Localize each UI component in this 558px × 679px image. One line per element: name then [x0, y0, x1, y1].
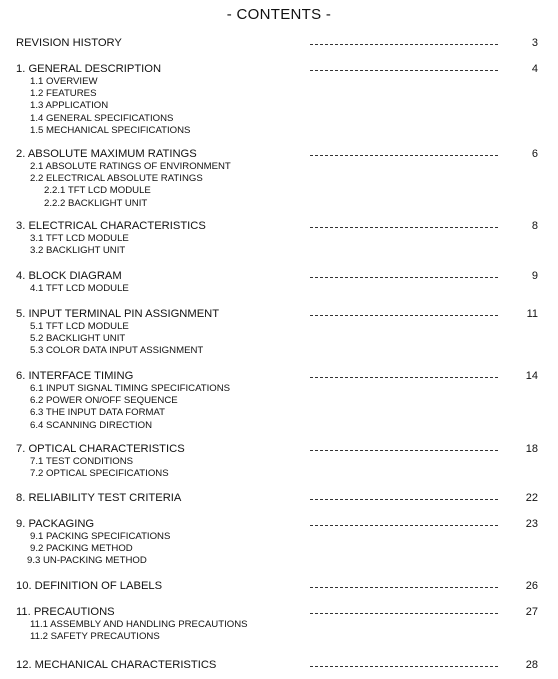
toc-subsection-title: 2.2.2 BACKLIGHT UNIT	[44, 197, 148, 209]
toc-subsection-title: 1.2 FEATURES	[30, 88, 97, 100]
toc-section-title: 6. INTERFACE TIMING	[16, 370, 134, 382]
toc-page-number: 23	[525, 518, 538, 530]
toc-subsection-title: 4.1 TFT LCD MODULE	[30, 283, 129, 294]
toc-subsection-title: 1.3 APPLICATION	[30, 100, 109, 112]
toc-subsection-title: 6.3 THE INPUT DATA FORMAT	[30, 407, 166, 419]
toc-section-title: 11. PRECAUTIONS	[16, 606, 115, 618]
toc-leader-dots	[310, 587, 498, 588]
toc-section-title: 12. MECHANICAL CHARACTERISTICS	[16, 659, 217, 671]
toc-page-number: 27	[525, 606, 538, 618]
toc-section-title: 3. ELECTRICAL CHARACTERISTICS	[16, 220, 206, 232]
toc-leader-dots	[310, 155, 498, 156]
toc-section-title: 7. OPTICAL CHARACTERISTICS	[16, 443, 185, 455]
toc-section-title: 9. PACKAGING	[16, 518, 95, 530]
toc-subsection-title: 6.1 INPUT SIGNAL TIMING SPECIFICATIONS	[30, 383, 231, 394]
toc-section-title: 1. GENERAL DESCRIPTION	[16, 63, 162, 75]
toc-page-number: 18	[525, 443, 538, 455]
toc-subsection-title: 2.2.1 TFT LCD MODULE	[44, 185, 151, 197]
toc-section-title: 5. INPUT TERMINAL PIN ASSIGNMENT	[16, 308, 220, 320]
toc-subsection-title: 5.3 COLOR DATA INPUT ASSIGNMENT	[30, 345, 204, 357]
toc-page-number: 4	[531, 63, 538, 75]
toc-subsection-title: 1.1 OVERVIEW	[30, 76, 98, 87]
toc-subsection-title: 3.1 TFT LCD MODULE	[30, 233, 129, 244]
toc-subsection-title: 2.1 ABSOLUTE RATINGS OF ENVIRONMENT	[30, 161, 231, 172]
toc-section-title: 2. ABSOLUTE MAXIMUM RATINGS	[16, 148, 197, 160]
toc-subsection-title: 9.3 UN-PACKING METHOD	[27, 555, 147, 567]
toc-leader-dots	[310, 499, 498, 500]
toc-leader-dots	[310, 613, 498, 614]
page-title: - CONTENTS -	[226, 6, 332, 23]
toc-subsection-title: 5.2 BACKLIGHT UNIT	[30, 333, 126, 345]
toc-page-number: 22	[525, 492, 538, 504]
toc-leader-dots	[310, 377, 498, 378]
toc-page-number: 28	[525, 659, 538, 671]
toc-leader-dots	[310, 70, 498, 71]
toc-subsection-title: 11.2 SAFETY PRECAUTIONS	[30, 631, 160, 643]
toc-subsection-title: 9.1 PACKING SPECIFICATIONS	[30, 531, 171, 542]
toc-page-number: 9	[531, 270, 538, 282]
toc-section-title: 8. RELIABILITY TEST CRITERIA	[16, 492, 182, 504]
toc-subsection-title: 5.1 TFT LCD MODULE	[30, 321, 129, 332]
toc-page-number: 3	[531, 37, 538, 49]
toc-section-title: REVISION HISTORY	[16, 37, 122, 49]
toc-leader-dots	[310, 44, 498, 45]
toc-leader-dots	[310, 450, 498, 451]
toc-subsection-title: 7.2 OPTICAL SPECIFICATIONS	[30, 468, 169, 480]
toc-subsection-title: 7.1 TEST CONDITIONS	[30, 456, 134, 467]
toc-subsection-title: 3.2 BACKLIGHT UNIT	[30, 245, 126, 257]
toc-page-number: 26	[525, 580, 538, 592]
toc-section-title: 10. DEFINITION OF LABELS	[16, 580, 163, 592]
toc-subsection-title: 6.2 POWER ON/OFF SEQUENCE	[30, 395, 178, 407]
toc-subsection-title: 6.4 SCANNING DIRECTION	[30, 419, 153, 431]
toc-page-number: 11	[526, 308, 538, 320]
toc-leader-dots	[310, 277, 498, 278]
toc-leader-dots	[310, 315, 498, 316]
toc-subsection-title: 1.4 GENERAL SPECIFICATIONS	[30, 112, 174, 124]
toc-leader-dots	[310, 227, 498, 228]
toc-leader-dots	[310, 525, 498, 526]
toc-subsection-title: 9.2 PACKING METHOD	[30, 543, 133, 555]
toc-subsection-title: 2.2 ELECTRICAL ABSOLUTE RATINGS	[30, 173, 203, 185]
toc-leader-dots	[310, 666, 498, 667]
toc-subsection-title: 1.5 MECHANICAL SPECIFICATIONS	[30, 124, 191, 136]
toc-page-number: 8	[531, 220, 538, 232]
toc-section-title: 4. BLOCK DIAGRAM	[16, 270, 122, 282]
toc-page-number: 14	[525, 370, 538, 382]
toc-page-number: 6	[531, 148, 538, 160]
toc-subsection-title: 11.1 ASSEMBLY AND HANDLING PRECAUTIONS	[30, 619, 248, 630]
